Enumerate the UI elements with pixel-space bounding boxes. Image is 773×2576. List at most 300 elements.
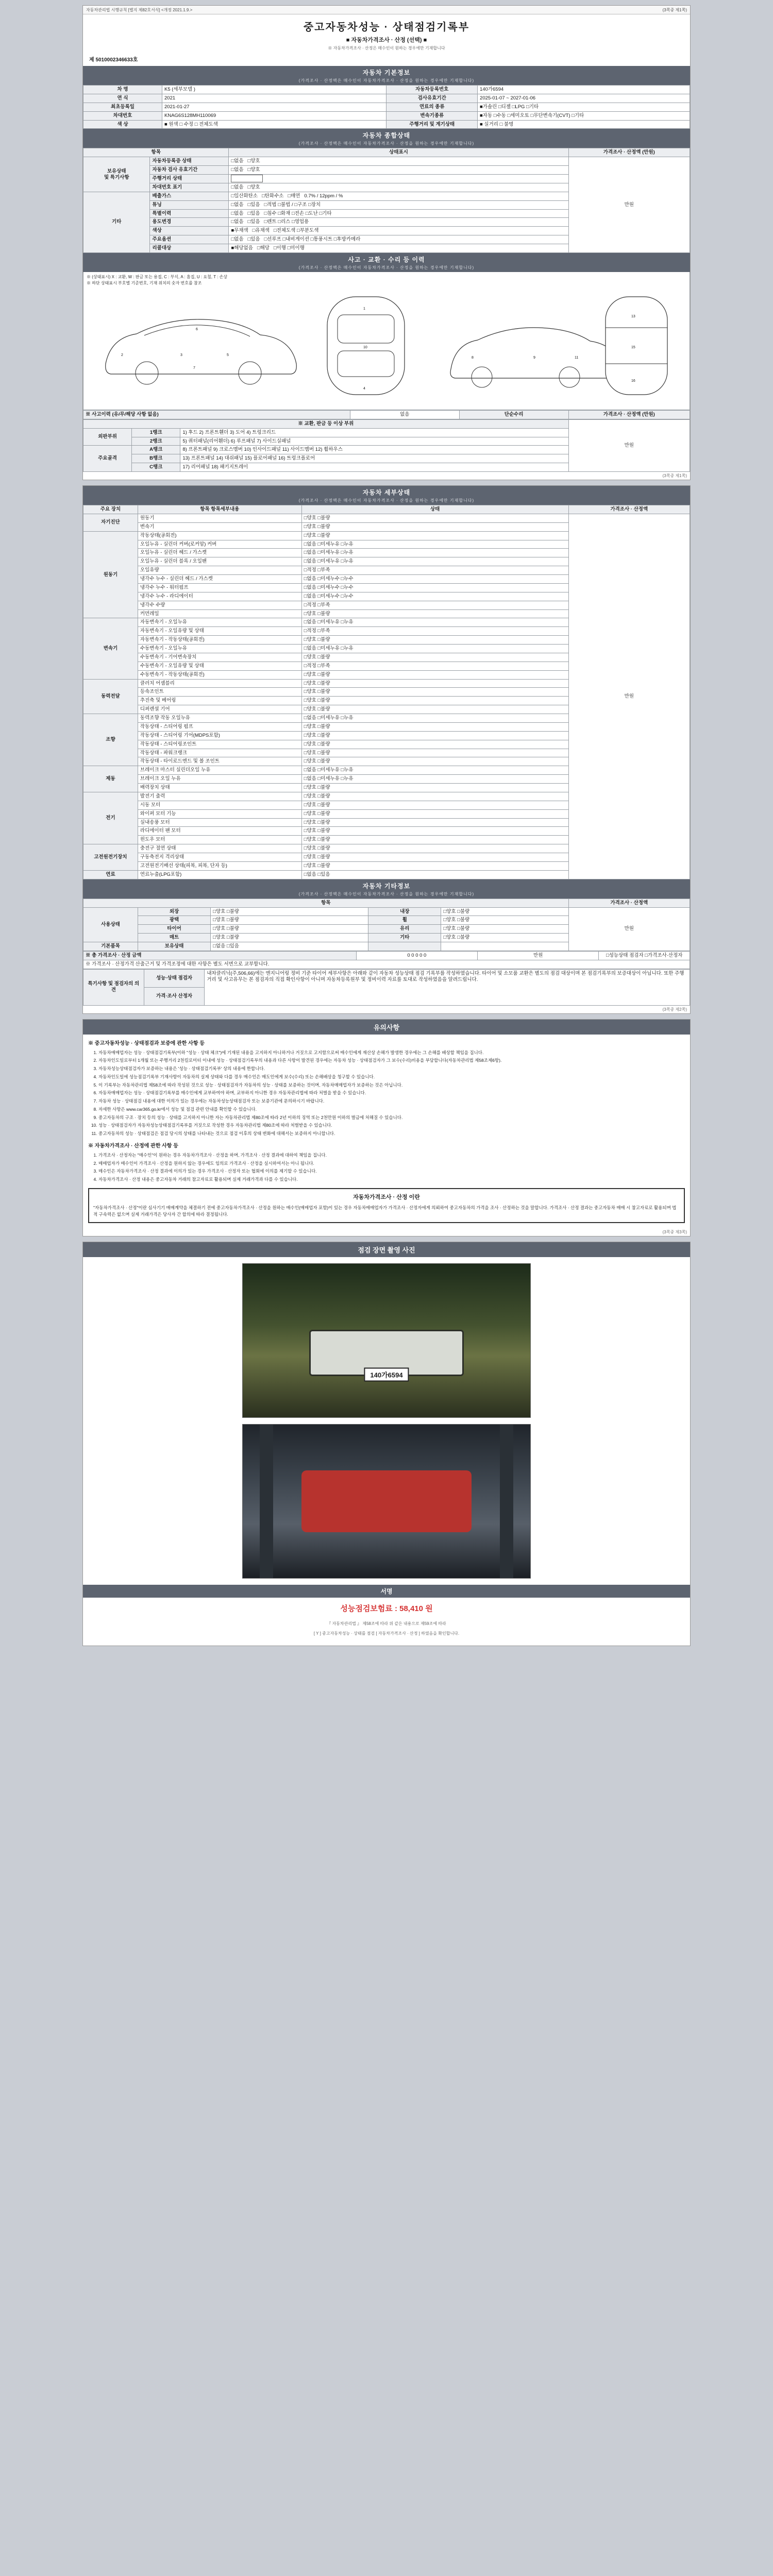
option-4-0[interactable]: □일산화탄소 (231, 193, 258, 199)
total-label: ※ 총 가격조사 · 산정 금액 (83, 951, 357, 960)
detail-item-7-0: 충전구 절연 상태 (138, 844, 301, 853)
row-state-10[interactable] (229, 244, 568, 253)
other-state-0[interactable]: □양호 □불량 (211, 907, 368, 916)
field-value-transmission: ■자동 □수동 □세미오토 □무단변속기(CVT) □기타 (478, 111, 690, 120)
table-row (83, 951, 690, 960)
detail-item-3-2: 추진축 및 베어링 (138, 697, 301, 705)
option-10-1[interactable]: □해당 (257, 245, 270, 251)
section-basic-info-note: (가격조사 · 산정액은 매수인이 자동차가격조사 · 산정을 원하는 경우에만 기재합니다) (298, 78, 475, 83)
row-label-10: 리콜대상 (150, 244, 229, 253)
section-other-header (83, 879, 690, 899)
svg-text:16: 16 (631, 379, 635, 383)
detail-state-4-4[interactable]: □양호 □불량 (301, 749, 568, 757)
detail-item-1-7: 냉각수 누수 - 라디에이터 (138, 592, 301, 601)
other-state-2[interactable]: □양호 □불량 (211, 925, 368, 934)
svg-text:5: 5 (227, 353, 229, 357)
emission-values: 0.7% / 12ppm / % (304, 193, 343, 199)
parts-price-cell[interactable]: 만원 (568, 419, 690, 471)
field-value-fuel: ■가솔린 □디젤 □LPG □기타 (478, 103, 690, 111)
notice-item-2: 3. 자동차성능상태점검자가 보증하는 내용은 '성능 · 상태점검기록부' 상의 내용에 한합니다. (98, 1065, 685, 1072)
other-state2-4[interactable] (441, 942, 568, 951)
table-row (83, 94, 690, 103)
field-label-firstreg: 최초등록일 (83, 103, 162, 111)
detail-state-2-1[interactable]: □적정 □부족 (301, 627, 568, 636)
detail-item-4-1: 작동상태 - 스티어링 펌프 (138, 722, 301, 731)
other-state2-3[interactable]: □양호 □불량 (441, 934, 568, 942)
other-item2-1: 휠 (368, 916, 441, 925)
field-value-firstreg: 2021-01-27 (162, 103, 386, 111)
insurance-fee-label: 성능점검보험료 : (340, 1604, 397, 1614)
detail-state-2-2[interactable]: □양호 □불량 (301, 636, 568, 645)
detail-group-1: 원동기 (83, 531, 138, 618)
row-label-8: 색상 (150, 227, 229, 235)
detail-item-3-1: 등속조인트 (138, 688, 301, 697)
field-label-fuel: 연료의 종류 (386, 103, 478, 111)
field-value-plate: 140가6594 (478, 86, 690, 94)
other-price-cell[interactable]: 만원 (568, 907, 690, 951)
table-row (83, 120, 690, 129)
detail-item-2-4: 수동변속기 - 기어변속장치 (138, 653, 301, 662)
field-label-mileage: 주행거리 및 계기상태 (386, 120, 478, 129)
row-state-6[interactable] (229, 209, 568, 218)
other-info-body (83, 907, 690, 951)
usage-change-detail[interactable]: □렌트 □리스 □영업용 (264, 219, 309, 225)
overall-state-table (83, 148, 690, 253)
detail-item-1-6: 냉각수 누수 - 워터펌프 (138, 583, 301, 592)
detail-item-5-2: 배력장치 상태 (138, 784, 301, 792)
detail-state-3-1[interactable]: □양호 □불량 (301, 688, 568, 697)
document-title-block (83, 14, 690, 53)
section-accident-title: 사고 · 교환 · 수리 등 이력 (348, 256, 425, 263)
accident-history-value[interactable]: 없음 (350, 410, 459, 419)
detail-state-5-0[interactable]: □없음 □미세누유 □누유 (301, 766, 568, 775)
page-1 (82, 5, 691, 480)
color-detail[interactable]: □전체도색 □부분도색 (273, 228, 319, 234)
car-diagram-svg (87, 286, 686, 405)
section-overall-state-note: (가격조사 · 산정액은 매수인이 자동차가격조사 · 산정을 원하는 경우에만 기재합니다) (298, 141, 475, 146)
detail-state-1-3[interactable]: □없음 □미세누유 □누유 (301, 557, 568, 566)
tuning-detail[interactable]: □적법 □불법 / □구조 □장치 (264, 201, 321, 208)
svg-text:9: 9 (533, 355, 535, 360)
detail-state-1-4[interactable]: □적정 □부족 (301, 566, 568, 575)
col-head-item: 항목 (83, 148, 229, 157)
detail-state-6-2[interactable]: □양호 □불량 (301, 809, 568, 818)
row-label-7: 용도변경 (150, 218, 229, 227)
document-number: 제 5010002346633호 (89, 57, 138, 63)
license-plate-front: 140가6594 (364, 1367, 409, 1381)
detail-state-7-2[interactable]: □양호 □불량 (301, 861, 568, 870)
detail-state-2-4[interactable]: □양호 □불량 (301, 653, 568, 662)
option-1-0[interactable]: □없음 (231, 167, 244, 173)
table-row (83, 410, 690, 419)
guarantee-title: 자동차가격조사 · 산정 이란 (353, 1194, 420, 1200)
detail-item-6-3: 실내송풍 모터 (138, 818, 301, 827)
rank-label-B: B랭크 (132, 454, 180, 463)
other-item2-2: 유리 (368, 925, 441, 934)
row-state-0[interactable] (229, 157, 568, 166)
other-state2-0[interactable]: □양호 □불량 (441, 907, 568, 916)
svg-text:10: 10 (363, 345, 367, 349)
table-row (83, 111, 690, 120)
detail-item-8-0: 연료누출(LPG포함) (138, 870, 301, 879)
detail-item-2-5: 수동변속기 - 오일유량 및 상태 (138, 662, 301, 670)
row-label-3: 차대번호 표기 (150, 183, 229, 192)
field-value-vin: KNAG6S128MH110069 (162, 111, 386, 120)
row-label-4: 배출가스 (150, 192, 229, 200)
detail-state-3-2[interactable]: □양호 □불량 (301, 697, 568, 705)
detail-state-1-5[interactable]: □없음 □미세누수 □누수 (301, 575, 568, 584)
total-digits[interactable]: 0 0 0 0 0 (356, 951, 477, 960)
detail-state-6-1[interactable]: □양호 □불량 (301, 801, 568, 809)
detail-item-7-1: 구동축전지 격리상태 (138, 853, 301, 862)
rank-items-2: 5) 쿼터패널(리어휀더) 6) 루프패널 7) 사이드실패널 (180, 437, 568, 446)
row-state-9[interactable] (229, 235, 568, 244)
detail-item-1-1: 오일누유 - 실린더 커버(로커암) 커버 (138, 540, 301, 549)
option-8-1[interactable]: □유채색 (252, 228, 270, 234)
remarks-table (83, 969, 690, 1006)
detail-state-7-0[interactable]: □양호 □불량 (301, 844, 568, 853)
detail-state-2-3[interactable]: □없음 □미세누유 □누유 (301, 645, 568, 653)
form-reference: 자동차관리법 시행규칙 [별지 제82호서식] <개정 2021.1.9.> (86, 8, 193, 12)
page-header (83, 6, 690, 14)
detail-item-5-0: 브레이크 마스터 실린더오일 누유 (138, 766, 301, 775)
row-label-6: 특별이력 (150, 209, 229, 218)
page-footer-2: (3쪽중 제2쪽) (662, 1007, 687, 1012)
detail-state-6-3[interactable]: □양호 □불량 (301, 818, 568, 827)
svg-text:3: 3 (180, 353, 182, 357)
detail-state-1-6[interactable]: □없음 □미세누수 □누수 (301, 583, 568, 592)
insurance-fee (83, 1598, 690, 1619)
detail-state-5-2[interactable]: □양호 □불량 (301, 784, 568, 792)
other-state2-1[interactable]: □양호 □불량 (441, 916, 568, 925)
detail-item-4-2: 작동상태 - 스티어링 기어(MDPS포함) (138, 731, 301, 740)
notice-item-6: 7. 자동차 성능 · 상태점검 내용에 대한 이의가 있는 경우에는 자동차성능상태점검자 또는 보증기관에 문의하시기 바랍니다. (98, 1098, 685, 1105)
notice-head-1: ※ 중고자동차성능 · 상태점검과 보증에 관한 사항 등 (88, 1040, 205, 1046)
group-frame: 주요골격 (83, 446, 132, 472)
diagram-container (83, 272, 690, 410)
detail-state-1-2[interactable]: □없음 □미세누유 □누유 (301, 549, 568, 557)
field-value-color: ■ 원색 □ 수정 □ 전체도색 (162, 120, 386, 129)
detail-state-4-5[interactable]: □양호 □불량 (301, 757, 568, 766)
detail-state-1-0[interactable]: □양호 □불량 (301, 531, 568, 540)
document-subtitle: ■ 자동차가격조사 · 산정 (선택) ■ (346, 37, 427, 43)
detail-item-3-0: 클러치 어셈블리 (138, 679, 301, 688)
rank-label-A: A랭크 (132, 446, 180, 454)
option-1-1[interactable]: □양호 (247, 167, 260, 173)
rank-items-A: 8) 프론트패널 9) 크로스멤버 10) 인사이드패널 11) 사이드멤버 12) 휠하우스 (180, 446, 568, 454)
price-cell-overall[interactable]: 만원 (568, 157, 690, 253)
row-state-1[interactable] (229, 166, 568, 175)
detail-col-item: 항목 항목세부내용 (138, 505, 301, 514)
simple-repair-label: 단순수리 (459, 410, 568, 419)
remarks-role-2: 가격·조사 산정자 (144, 987, 205, 1005)
detail-state-2-5[interactable]: □적정 □부족 (301, 662, 568, 670)
row-state-4[interactable] (229, 192, 568, 200)
price-col-label: 가격조사 · 산정액 (만원) (568, 410, 690, 419)
row-label-5: 튜닝 (150, 200, 229, 209)
signature-footer-1: 『 자동차관리법 』 제58조에 따라 위 같은 내용으로 제59조에 따라 (327, 1621, 446, 1626)
section-other-note: (가격조사 · 산정액은 매수인이 자동차가격조사 · 산정을 원하는 경우에만 기재합니다) (298, 891, 475, 896)
detail-col-price: 가격조사 · 산정액 (568, 505, 690, 514)
row-label-0: 자동차등록증 상태 (150, 157, 229, 166)
detail-state-1-7[interactable]: □없음 □미세누수 □누수 (301, 592, 568, 601)
page-number: (3쪽중 제1쪽) (662, 8, 687, 12)
section-basic-info-header (83, 66, 690, 85)
table-header-row (83, 148, 690, 157)
accident-history-table (83, 410, 690, 419)
photos-title: 점검 장면 촬영 사진 (83, 1242, 690, 1257)
option-4-1[interactable]: □탄화수소 (262, 193, 284, 199)
notice-item-10: 11. 중고자동차의 성능 · 상태점검은 점검 당시의 상태를 나타내는 것으로 점검 이후의 상태 변화에 대해서는 보증하지 아니합니다. (98, 1130, 685, 1137)
legend-line-1: ※ (상태표시) X : 교환, W : 판금 또는 용접, C : 부식, A : 흠집, U : 요철, T : 손상 (87, 274, 228, 279)
page-4 (82, 1242, 691, 1646)
detail-item-2-0: 자동변속기 - 오일누유 (138, 618, 301, 627)
notice-item-0: 1. 자동차매매업자는 성능 · 상태점검기록부(이하 "성능 · 상태 체크")에 기재된 내용을 고지하지 아니하거나 거짓으로 고지함으로써 매수인에게 재산상 손해가 발생한 경우에는 그 손해를 배상할 책임을 집니다. (98, 1049, 685, 1056)
notice-item-9: 10. 성능 · 상태점검자가 자동차성능상태점검기록부를 거짓으로 작성한 경우 자동차관리법 제80조에 따라 처벌받을 수 있습니다. (98, 1122, 685, 1129)
page-title: 중고자동차성능 · 상태점검기록부 (303, 22, 470, 33)
detail-state-3-3[interactable]: □양호 □불량 (301, 705, 568, 714)
detail-state-0-1[interactable]: □양호 □불량 (301, 522, 568, 531)
detail-col-state: 상태 (301, 505, 568, 514)
detail-item-7-2: 고전원전기배선 상태(피복, 피복, 단자 등) (138, 861, 301, 870)
option-0-0[interactable]: □없음 (231, 158, 244, 164)
svg-text:4: 4 (363, 386, 365, 391)
insurance-fee-value: 58,410 원 (399, 1604, 433, 1614)
option-5-0[interactable]: □없음 (231, 201, 244, 208)
signature-title: 서명 (83, 1585, 690, 1598)
row-state-5[interactable] (229, 200, 568, 209)
detail-state-1-9[interactable]: □양호 □불량 (301, 609, 568, 618)
notice-item-4: 5. 이 기록부는 자동차관리법 제58조에 따라 작성된 것으로 성능 · 상태점검자가 자동차의 성능 · 상태를 보증하는 것이며, 자동차매매업자가 보증하는 것은 아닙니다. (98, 1082, 685, 1089)
table-row (83, 514, 690, 522)
notice-list (88, 1049, 685, 1137)
section-other-title: 자동차 기타정보 (362, 882, 411, 890)
other-state-3[interactable]: □양호 □불량 (211, 934, 368, 942)
detail-state-4-3[interactable]: □양호 □불량 (301, 740, 568, 749)
notice-item-8: 9. 중고자동차의 구조 · 장치 등의 성능 · 상태를 고지하지 아니한 자는 자동차관리법 제80조에 따라 2년 이하의 징역 또는 2천만원 이하의 벌금에 처해질 수 있습니다. (98, 1114, 685, 1121)
section-overall-state-header (83, 129, 690, 148)
detail-item-2-6: 수동변속기 - 작동상태(공회전) (138, 670, 301, 679)
detail-state-4-0[interactable]: □없음 □미세누유 □누유 (301, 714, 568, 723)
detail-item-3-3: 디퍼렌셜 기어 (138, 705, 301, 714)
row-state-3[interactable] (229, 183, 568, 192)
detail-item-4-0: 동력조향 작동 오일누유 (138, 714, 301, 723)
option-6-1[interactable]: □있음 (247, 210, 260, 216)
detail-state-table (83, 505, 690, 879)
detail-item-6-4: 라디에이터 팬 모터 (138, 827, 301, 836)
remarks-text[interactable]: 내차클리닉(주,506,66)에는 엔지니어링 정비 기준 타이어 세부사항은 아래와 같이 자동차 성능상태 점검 기록부를 작성하였습니다. 타이어 및 소모품 교환은 별도의 점검 대상이며 본 점검기록부의 보증대상이 아닙니다. 또한 주행거리 및 사고유무는 본 점검자의 직접 확인사항이 아니며 자동차등록원부 및 정비이력 자료를 토대로 작성하였음을 알려드립니다. (205, 969, 690, 1005)
detail-state-5-1[interactable]: □없음 □미세누유 □누유 (301, 775, 568, 784)
option-9-0[interactable]: □없음 (231, 236, 244, 243)
detail-group-3: 동력전달 (83, 679, 138, 714)
rank-label-2: 2랭크 (132, 437, 180, 446)
detail-group-0: 자기진단 (83, 514, 138, 531)
remarks-label: 특기사항 및 점검자의 의견 (83, 969, 144, 1005)
notice-list-2 (88, 1152, 685, 1183)
detail-item-4-4: 작동상태 - 파워크랭크 (138, 749, 301, 757)
detail-state-6-4[interactable]: □양호 □불량 (301, 827, 568, 836)
group-label-docstate: 보유상태 및 특기사항 (83, 157, 150, 192)
row-state-2[interactable] (229, 175, 568, 183)
option-3-1[interactable]: □양호 (247, 184, 260, 190)
detail-state-2-0[interactable]: □없음 □미세누유 □누유 (301, 618, 568, 627)
section-detail-note: (가격조사 · 산정액은 매수인이 자동차가격조사 · 산정을 원하는 경우에만 기재합니다) (298, 498, 475, 503)
detail-item-5-1: 브레이크 오일 누유 (138, 775, 301, 784)
detail-state-body (83, 514, 690, 879)
table-row (83, 86, 690, 94)
row-state-7[interactable] (229, 218, 568, 227)
svg-text:6: 6 (196, 327, 198, 331)
detail-state-4-2[interactable]: □양호 □불량 (301, 731, 568, 740)
option-4-2[interactable]: □매연 (288, 193, 300, 199)
notice2-item-2: 3. 매수인은 자동차가격조사 · 산정 결과에 이의가 있는 경우 가격조사 · 산정자 또는 협회에 이의를 제기할 수 있습니다. (98, 1168, 685, 1175)
table-row (83, 103, 690, 111)
option-0-1[interactable]: □양호 (247, 158, 260, 164)
other-state-1[interactable]: □양호 □불량 (211, 916, 368, 925)
total-check[interactable]: □성능상태 점검자 □가격조사·산정자 (599, 951, 690, 960)
detail-state-7-1[interactable]: □양호 □불량 (301, 853, 568, 862)
other-state2-2[interactable]: □양호 □불량 (441, 925, 568, 934)
section-basic-info-title: 자동차 기본정보 (362, 69, 411, 76)
detail-state-3-0[interactable]: □양호 □불량 (301, 679, 568, 688)
detail-group-6: 전기 (83, 792, 138, 844)
page-footer-1: (3쪽중 제1쪽) (662, 473, 687, 478)
guarantee-text: "자동차가격조사 · 산정"이란 심사기기 매매계약을 체결하기 전에 중고자동차가격조사 · 산정을 원하는 매수인(매매업자 포함)이 있는 경우 자동차매매업자가 가격조사 · 산정자에게 의뢰하여 중고자동차의 가격을 조사 · 산정하는 것을 말합니다. 가격조사 · 산정 결과는 중고자동차 매매 시 참고자료로 활용되며 법적 구속력은 없으며 실제 거래가격은 당사자 간 합의에 따라 결정됩니다. (93, 1205, 677, 1217)
detail-col-device: 주요 장치 (83, 505, 138, 514)
detail-state-2-6[interactable]: □양호 □불량 (301, 670, 568, 679)
detail-group-5: 제동 (83, 766, 138, 792)
remarks-role-1: 성능·상태 점검자 (144, 969, 205, 987)
other-col-item: 항목 (83, 899, 569, 907)
parts-header: ※ 교환, 판금 등 이상 부위 (83, 419, 569, 428)
detail-item-0-1: 변속기 (138, 522, 301, 531)
detail-item-0-0: 원동기 (138, 514, 301, 522)
field-label-transmission: 변속기종류 (386, 111, 478, 120)
option-10-0[interactable]: ■해당없음 (231, 245, 253, 251)
table-header-row (83, 505, 690, 514)
inspection-photo-front (242, 1263, 531, 1418)
basic-info-table (83, 85, 690, 129)
section-overall-state-title: 자동차 종합상태 (362, 132, 411, 140)
guarantee-box (88, 1188, 685, 1223)
car-view-left (106, 319, 297, 384)
row-label-1: 자동차 검사 유효기간 (150, 166, 229, 175)
detail-group-8: 연료 (83, 870, 138, 879)
other-state-4[interactable]: □없음 □있음 (211, 942, 368, 951)
page-footer-3: (3쪽중 제3쪽) (662, 1230, 687, 1235)
detail-state-6-5[interactable]: □양호 □불량 (301, 836, 568, 844)
field-value-carname: K5 (세부모델 ) (162, 86, 386, 94)
total-unit: 만원 (478, 951, 599, 960)
special-history-detail[interactable]: □침수 □화재 □전손 □도난 □기타 (264, 210, 332, 216)
field-label-carname: 차 명 (83, 86, 162, 94)
row-state-8[interactable] (229, 227, 568, 235)
option-8-0[interactable]: ■무채색 (231, 228, 248, 234)
field-label-year: 연 식 (83, 94, 162, 103)
detail-state-1-8[interactable]: □적정 □부족 (301, 601, 568, 609)
page-3 (82, 1019, 691, 1237)
car-view-front (450, 328, 621, 387)
option-7-1[interactable]: □있음 (247, 219, 260, 225)
field-label-color: 색 상 (83, 120, 162, 129)
svg-text:2: 2 (121, 353, 123, 357)
svg-text:8: 8 (472, 355, 474, 360)
row-label-2: 주행거리 상태 (150, 175, 229, 183)
notice-head-2: ※ 자동차가격조사 · 산정에 관한 사항 등 (88, 1143, 178, 1149)
rank-items-B: 13) 프론트패널 14) 대쉬패널 15) 플로어패널 16) 트렁크플로어 (180, 454, 568, 463)
section-detail-title: 자동차 세부상태 (362, 489, 411, 496)
field-value-year: 2021 (162, 94, 386, 103)
detail-state-4-1[interactable]: □양호 □불량 (301, 722, 568, 731)
detail-state-6-0[interactable]: □양호 □불량 (301, 792, 568, 801)
detail-item-2-2: 자동변속기 - 작동상태(공회전) (138, 636, 301, 645)
total-price-table (83, 951, 690, 969)
document-subnote: ※ 자동차가격조사 · 산정은 매수인이 원하는 경우에만 기재합니다 (328, 46, 445, 50)
notice-item-5: 6. 자동차매매업자는 성능 · 상태점검기록부를 매수인에게 교부하여야 하며, 교부하지 아니한 경우 자동차관리법에 따라 처벌을 받을 수 있습니다. (98, 1090, 685, 1096)
car-view-top (327, 297, 405, 395)
detail-price-cell[interactable]: 만원 (568, 514, 690, 879)
mileage-readout (231, 175, 263, 182)
other-item2-3: 기타 (368, 934, 441, 942)
other-info-table (83, 899, 690, 951)
col-head-price: 가격조사 · 산정액 (만원) (568, 148, 690, 157)
other-col-price: 가격조사 · 산정액 (568, 899, 690, 907)
notice2-item-1: 2. 매매업자가 매수인이 가격조사 · 산정을 원하지 않는 경우에도 임의로 가격조사 · 산정을 실시하여서는 아니 됩니다. (98, 1160, 685, 1167)
options-detail[interactable]: □선루프 □내비게이션 □통풍시트 □후방카메라 (264, 236, 361, 243)
option-3-0[interactable]: □없음 (231, 184, 244, 190)
rank-items-C: 17) 리어패널 18) 패키지트레이 (180, 463, 568, 472)
recall-detail[interactable]: □이행 □미이행 (273, 245, 305, 251)
detail-state-8-0[interactable]: □없음 □있음 (301, 870, 568, 879)
svg-text:7: 7 (193, 366, 195, 370)
svg-text:11: 11 (575, 355, 579, 360)
option-9-1[interactable]: □있음 (247, 236, 260, 243)
group-label-etc: 기타 (83, 192, 150, 252)
detail-item-4-5: 작동상태 - 타이로드엔드 및 볼 조인트 (138, 757, 301, 766)
detail-item-1-9: 커먼레일 (138, 609, 301, 618)
diagram-legend (87, 274, 686, 286)
col-head-state: 상태표시 (229, 148, 568, 157)
detail-item-1-0: 작동상태(공회전) (138, 531, 301, 540)
other-item2-4 (368, 942, 441, 951)
field-label-plate: 자동차등록번호 (386, 86, 478, 94)
detail-item-1-5: 냉각수 누수 - 실린더 헤드 / 가스켓 (138, 575, 301, 584)
detail-item-6-2: 와이퍼 모터 기능 (138, 809, 301, 818)
section-accident-note: (가격조사 · 산정액은 매수인이 자동차가격조사 · 산정을 원하는 경우에만 기재합니다) (298, 265, 475, 270)
detail-state-0-0[interactable]: □양호 □불량 (301, 514, 568, 522)
group-outer-panel: 외판부위 (83, 428, 132, 446)
table-row (83, 419, 690, 428)
car-view-under (606, 297, 667, 395)
field-value-inspection: 2025-01-07 ~ 2027-01-06 (478, 94, 690, 103)
option-5-1[interactable]: □있음 (247, 201, 260, 208)
rank-label-1: 1랭크 (132, 428, 180, 437)
field-label-vin: 차대번호 (83, 111, 162, 120)
table-row (83, 907, 690, 916)
detail-item-6-5: 윈도우 모터 (138, 836, 301, 844)
notice-title: 유의사항 (83, 1020, 690, 1035)
notice2-item-3: 4. 자동차가격조사 · 산정 내용은 중고자동차 거래의 참고자료로 활용되며 실제 거래가격과 다를 수 있습니다. (98, 1176, 685, 1183)
svg-text:13: 13 (631, 314, 635, 318)
detail-item-6-1: 시동 모터 (138, 801, 301, 809)
svg-text:15: 15 (631, 345, 635, 349)
option-6-0[interactable]: □없음 (231, 210, 244, 216)
detail-group-7: 고전원전기장치 (83, 844, 138, 871)
detail-state-1-1[interactable]: □없음 □미세누유 □누유 (301, 540, 568, 549)
section-accident-header (83, 253, 690, 272)
table-row (83, 969, 690, 987)
option-7-0[interactable]: □없음 (231, 219, 244, 225)
